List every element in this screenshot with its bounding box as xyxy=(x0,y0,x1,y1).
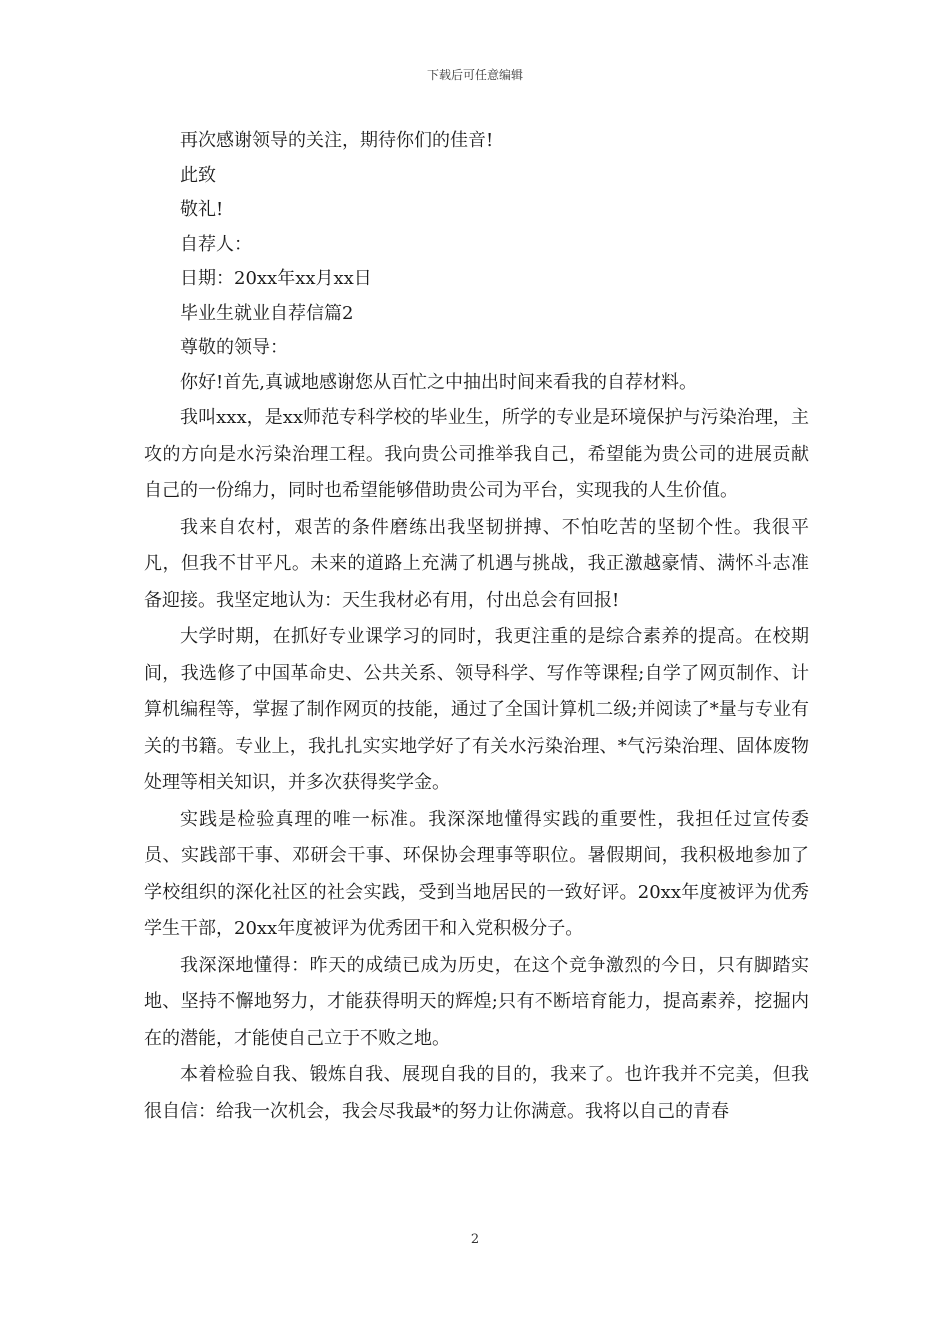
document-body xyxy=(144,124,809,1130)
salutation-jingli: 敬礼! xyxy=(180,199,224,220)
page-header: 下载后可任意编辑 xyxy=(426,68,523,82)
paragraph-closing: 本着检验自我、锻炼自我、展现自我的目的，我来了。也许我并不完美，但我很自信：给我一次机会，我会尽我最*的努力让你满意。我将以自己的青春 xyxy=(144,1064,809,1122)
letter-opening: 你好!首先,真诚地感谢您从百忙之中抽出时间来看我的自荐材料。 xyxy=(180,371,697,393)
page-number: 2 xyxy=(470,1232,480,1247)
salutation-cizhi: 此致 xyxy=(180,164,216,186)
signature-recommender: 自荐人： xyxy=(180,233,252,255)
paragraph-practice: 实践是检验真理的唯一标准。我深深地懂得实践的重要性，我担任过宣传委员、实践部干事、邓研会干事、环保协会理事等职位。暑假期间，我积极地参加了学校组织的深化社区的社会实践，受到当地居民的一致好评。20xx年度被评为优秀学生干部，20xx年度被评为优秀团干和入党积极分子。 xyxy=(144,808,809,939)
paragraph-introduction: 我叫xxx，是xx师范专科学校的毕业生，所学的专业是环境保护与污染治理，主攻的方向是水污染治理工程。我向贵公司推举我自己，希望能为贵公司的进展贡献自己的一份绵力，同时也希望能够借助贵公司为平台，实现我的人生价值。 xyxy=(144,407,809,501)
section-title: 毕业生就业自荐信篇2 xyxy=(180,302,354,324)
closing-thanks-line: 再次感谢领导的关注，期待你们的佳音! xyxy=(180,130,494,151)
paragraph-understanding: 我深深地懂得：昨天的成绩已成为历史，在这个竞争激烈的今日，只有脚踏实地、坚持不懈地努力，才能获得明天的辉煌;只有不断培育能力，提高素养，挖掘内在的潜能，才能使自己立于不败之地。 xyxy=(144,954,809,1049)
paragraph-university: 大学时期，在抓好专业课学习的同时，我更注重的是综合素养的提高。在校期间，我选修了中国革命史、公共关系、领导科学、写作等课程;自学了网页制作、计算机编程等，掌握了制作网页的技能，通过了全国计算机二级;并阅读了*量与专业有关的书籍。专业上，我扎扎实实地学好了有关水污染治理、*气污染治理、固体废物处理等相关知识，并多次获得奖学金。 xyxy=(144,626,809,793)
signature-date: 日期：20xx年xx月xx日 xyxy=(180,268,372,289)
letter-greeting: 尊敬的领导： xyxy=(180,337,288,358)
paragraph-background: 我来自农村，艰苦的条件磨练出我坚韧拼搏、不怕吃苦的坚韧个性。我很平凡，但我不甘平凡。未来的道路上充满了机遇与挑战，我正激越豪情、满怀斗志准备迎接。我坚定地认为：天生我材必有用，付出总会有回报! xyxy=(144,516,809,611)
